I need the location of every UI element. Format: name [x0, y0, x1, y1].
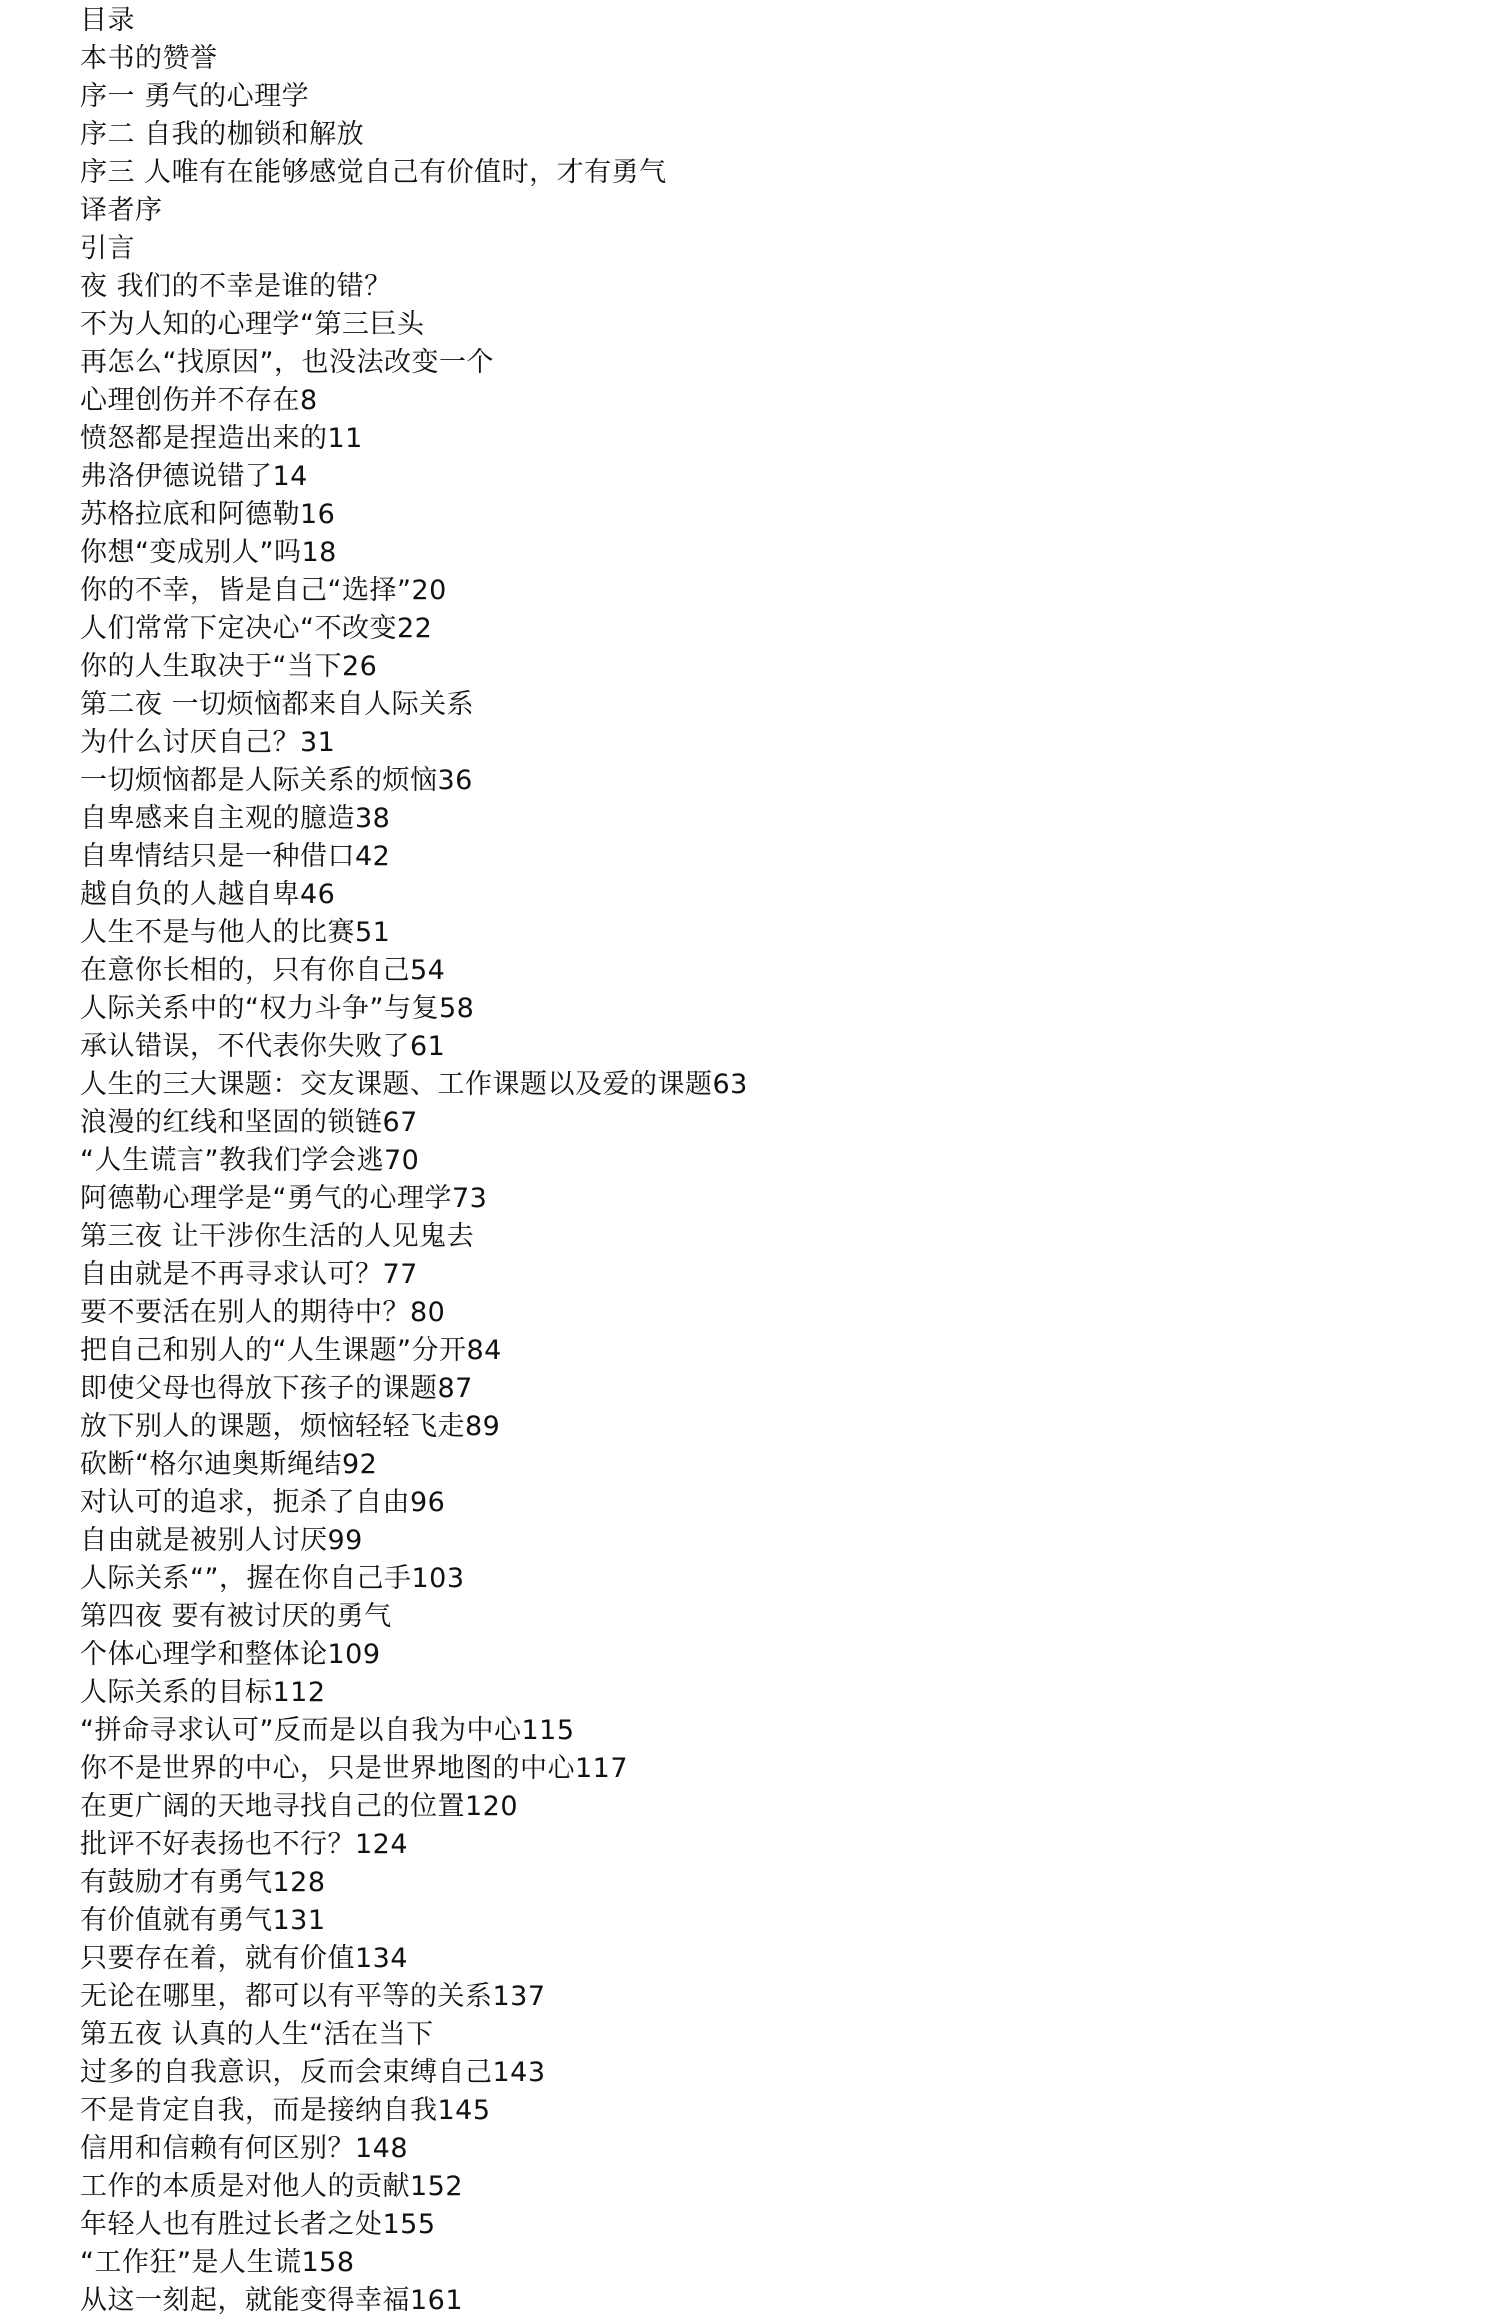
toc-entry: 不为人知的心理学“第三巨头: [80, 309, 425, 340]
toc-chapter: 第二夜 一切烦恼都来自人际关系: [80, 689, 475, 720]
toc-entry: 人际关系中的“权力斗争”与复58: [80, 993, 475, 1024]
toc-entry: 要不要活在别人的期待中？80: [80, 1297, 446, 1328]
toc-entry: 再怎么“找原因”，也没法改变一个: [80, 347, 494, 378]
toc-entry: 心理创伤并不存在8: [80, 385, 318, 416]
toc-entry: 人生不是与他人的比赛51: [80, 917, 391, 948]
toc-entry: “拼命寻求认可”反而是以自我为中心115: [80, 1715, 575, 1746]
toc-entry: 把自己和别人的“人生课题”分开84: [80, 1335, 502, 1366]
toc-entry: 即使父母也得放下孩子的课题87: [80, 1373, 473, 1404]
toc-entry: 序三 人唯有在能够感觉自己有价值时，才有勇气: [80, 157, 667, 188]
toc-entry: 个体心理学和整体论109: [80, 1639, 381, 1670]
toc-entry: 无论在哪里，都可以有平等的关系137: [80, 1981, 546, 2012]
toc-entry: 人们常常下定决心“不改变22: [80, 613, 433, 644]
toc-chapter: 第四夜 要有被讨厌的勇气: [80, 1601, 392, 1632]
toc-entry: 批评不好表扬也不行？124: [80, 1829, 409, 1860]
toc-entry: 本书的赞誉: [80, 43, 218, 74]
toc-entry: 自卑感来自主观的臆造38: [80, 803, 391, 834]
toc-entry: 人生的三大课题：交友课题、工作课题以及爱的课题63: [80, 1069, 748, 1100]
toc-entry: 越自负的人越自卑46: [80, 879, 336, 910]
toc-chapter: 第三夜 让干涉你生活的人见鬼去: [80, 1221, 475, 1252]
toc-entry: 序一 勇气的心理学: [80, 81, 310, 112]
toc-entry: “工作狂”是人生谎158: [80, 2247, 355, 2278]
toc-entry: 你不是世界的中心，只是世界地图的中心117: [80, 1753, 629, 1784]
toc-entry: 年轻人也有胜过长者之处155: [80, 2209, 436, 2240]
toc-entry: 你的人生取决于“当下26: [80, 651, 378, 682]
toc-entry: 愤怒都是捏造出来的11: [80, 423, 363, 454]
toc-entry: 弗洛伊德说错了14: [80, 461, 308, 492]
toc-entry: 你想“变成别人”吗18: [80, 537, 337, 568]
toc-entry: 砍断“格尔迪奥斯绳结92: [80, 1449, 378, 1480]
toc-entry: 只要存在着，就有价值134: [80, 1943, 409, 1974]
toc-entry: 有鼓励才有勇气128: [80, 1867, 326, 1898]
toc-entry: 一切烦恼都是人际关系的烦恼36: [80, 765, 473, 796]
toc-entry: 过多的自我意识，反而会束缚自己143: [80, 2057, 546, 2088]
toc-chapter: 夜 我们的不幸是谁的错？: [80, 271, 392, 302]
toc-entry: 浪漫的红线和坚固的锁链67: [80, 1107, 418, 1138]
toc-entry: 承认错误，不代表你失败了61: [80, 1031, 446, 1062]
toc-entry: 对认可的追求，扼杀了自由96: [80, 1487, 446, 1518]
toc-heading: 目录: [80, 5, 135, 36]
toc-entry: 阿德勒心理学是“勇气的心理学73: [80, 1183, 488, 1214]
toc-entry: 译者序: [80, 195, 163, 226]
toc-entry: 自由就是被别人讨厌99: [80, 1525, 363, 1556]
toc-entry: 为什么讨厌自己？31: [80, 727, 336, 758]
toc-entry: 不是肯定自我，而是接纳自我145: [80, 2095, 491, 2126]
toc-entry: 人际关系“”，握在你自己手103: [80, 1563, 465, 1594]
toc-entry: 自卑情结只是一种借口42: [80, 841, 391, 872]
toc-entry: 你的不幸，皆是自己“选择”20: [80, 575, 447, 606]
toc-chapter: 第五夜 认真的人生“活在当下: [80, 2019, 434, 2050]
toc-entry: 在更广阔的天地寻找自己的位置120: [80, 1791, 519, 1822]
toc-entry: 工作的本质是对他人的贡献152: [80, 2171, 464, 2202]
toc-entry: 人际关系的目标112: [80, 1677, 326, 1708]
toc-entry: 自由就是不再寻求认可？77: [80, 1259, 418, 1290]
toc-entry: 序二 自我的枷锁和解放: [80, 119, 365, 150]
toc-entry: 有价值就有勇气131: [80, 1905, 326, 1936]
toc-entry: “人生谎言”教我们学会逃70: [80, 1145, 420, 1176]
toc-entry: 从这一刻起，就能变得幸福161: [80, 2285, 464, 2316]
toc-entry: 信用和信赖有何区别？148: [80, 2133, 409, 2164]
toc-entry: 引言: [80, 233, 135, 264]
toc-entry: 在意你长相的，只有你自己54: [80, 955, 446, 986]
toc-entry: 苏格拉底和阿德勒16: [80, 499, 336, 530]
toc-entry: 放下别人的课题，烦恼轻轻飞走89: [80, 1411, 501, 1442]
table-of-contents: [80, 2, 1460, 2320]
